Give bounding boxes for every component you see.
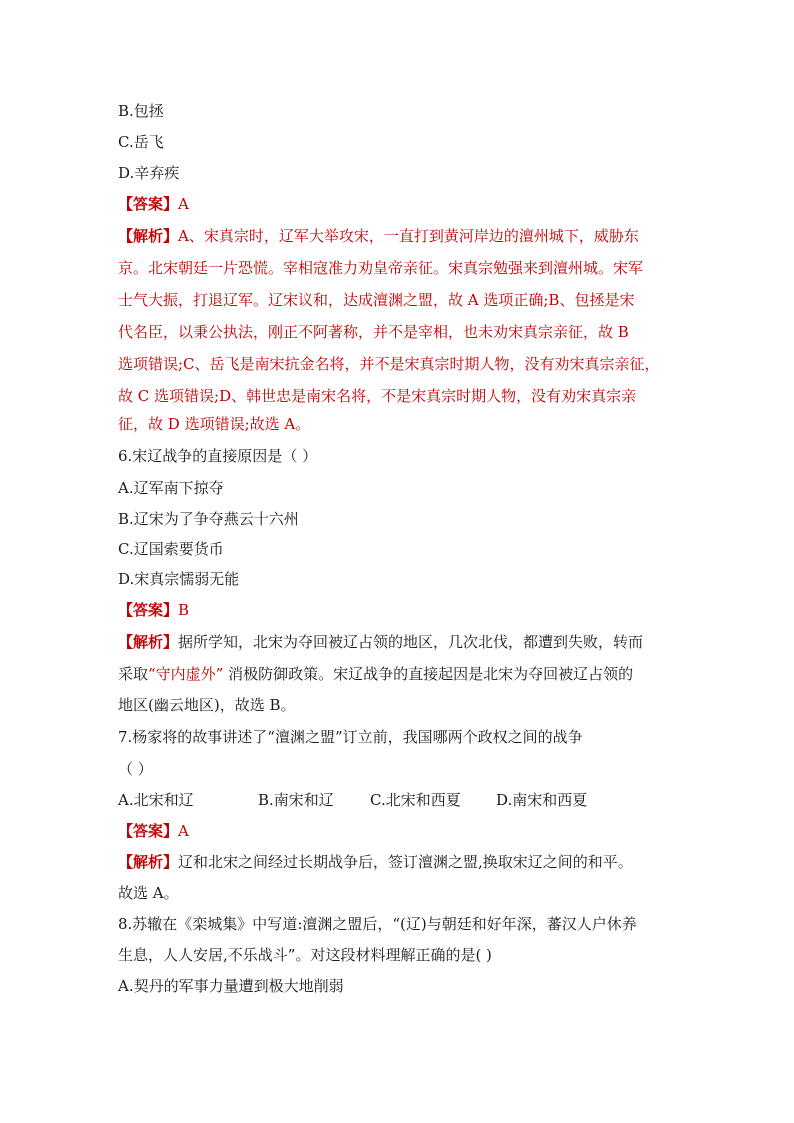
answer-tag: 【答案】 [118, 601, 179, 619]
q5-option-c: C.岳飞 [118, 133, 164, 151]
analysis-tag: 【解析】 [118, 633, 179, 651]
q6-option-a: A.辽军南下掠夺 [118, 479, 224, 497]
q7-analysis-line [118, 852, 633, 872]
q7-options [118, 790, 587, 810]
analysis-tag: 【解析】 [118, 227, 179, 245]
q7-option-a: A.北宋和辽 [118, 791, 194, 809]
q7-stem: 7.杨家将的故事讲述了“澶渊之盟”订立前，我国哪两个政权之间的战争 [118, 728, 583, 746]
q6-answer [118, 600, 189, 620]
answer-value: A [178, 195, 189, 213]
q8-stem: 8.苏辙在《栾城集》中写道:澶渊之盟后，“(辽)与朝廷和好年深，蕃汉人户休养 [118, 915, 637, 933]
analysis-text: 采取 [118, 665, 149, 683]
analysis-text: 据所学知，北宋为夺回被辽占领的地区，几次北伐，都遭到失败，转而 [178, 633, 644, 651]
q5-option-d: D.辛弃疾 [118, 164, 180, 182]
q6-option-b: B.辽宋为了争夺燕云十六州 [118, 510, 299, 528]
q5-answer [118, 194, 189, 214]
q7-option-d: D.南宋和西夏 [496, 791, 588, 809]
q7-stem-paren: （ ） [118, 760, 153, 778]
q7-option-c: C.北宋和西夏 [370, 791, 461, 809]
q5-analysis-line [118, 226, 639, 246]
analysis-text: 辽和北宋之间经过长期战争后，签订澶渊之盟,换取宋辽之间的和平。 [178, 853, 633, 871]
quoted-policy: “守内虚外” [148, 665, 224, 683]
q6-option-d: D.宋真宗懦弱无能 [118, 570, 240, 588]
analysis-text: A、宋真宗时，辽军大举攻宋，一直打到黄河岸边的澶州城下，威胁东 [178, 227, 639, 245]
q5-analysis-line: 士气大振，打退辽军。辽宋议和，达成澶渊之盟，故 A 选项正确;B、包拯是宋 [118, 291, 635, 309]
answer-tag: 【答案】 [118, 195, 179, 213]
q5-analysis-line: 选项错误;C、岳飞是南宋抗金名将，并不是宋真宗时期人物，没有劝宋真宗亲征， [118, 355, 660, 373]
q6-option-c: C.辽国索要货币 [118, 540, 224, 558]
q5-option-b: B.包拯 [118, 102, 164, 120]
analysis-tag: 【解析】 [118, 853, 179, 871]
analysis-text: 消极防御政策。宋辽战争的直接起因是北宋为夺回被辽占领的 [228, 665, 634, 683]
q6-analysis-line [118, 632, 643, 652]
answer-value: B [178, 601, 190, 619]
q5-analysis-line: 京。北宋朝廷一片恐慌。宰相寇准力劝皇帝亲征。宋真宗勉强来到澶州城。宋军 [118, 259, 644, 277]
q6-analysis-line [118, 664, 633, 684]
answer-tag: 【答案】 [118, 822, 179, 840]
q5-analysis-line: 故 C 选项错误;D、韩世忠是南宋名将，不是宋真宗时期人物，没有劝宋真宗亲 [118, 387, 637, 405]
q8-option-a: A.契丹的军事力量遭到极大地削弱 [118, 977, 344, 995]
q7-analysis-line: 故选 A。 [118, 884, 179, 902]
q8-stem: 生息，人人安居,不乐战斗”。对这段材料理解正确的是( ) [118, 946, 492, 964]
q7-answer [118, 821, 189, 841]
q5-analysis-line: 征，故 D 选项错误;故选 A。 [118, 415, 311, 433]
answer-value: A [178, 822, 189, 840]
q6-stem: 6.宋辽战争的直接原因是（ ） [118, 447, 318, 465]
q7-option-b: B.南宋和辽 [258, 791, 334, 809]
q6-analysis-line: 地区(幽云地区)，故选 B。 [118, 696, 296, 714]
q5-analysis-line: 代名臣，以秉公执法，刚正不阿著称，并不是宰相，也未劝宋真宗亲征，故 B [118, 323, 629, 341]
